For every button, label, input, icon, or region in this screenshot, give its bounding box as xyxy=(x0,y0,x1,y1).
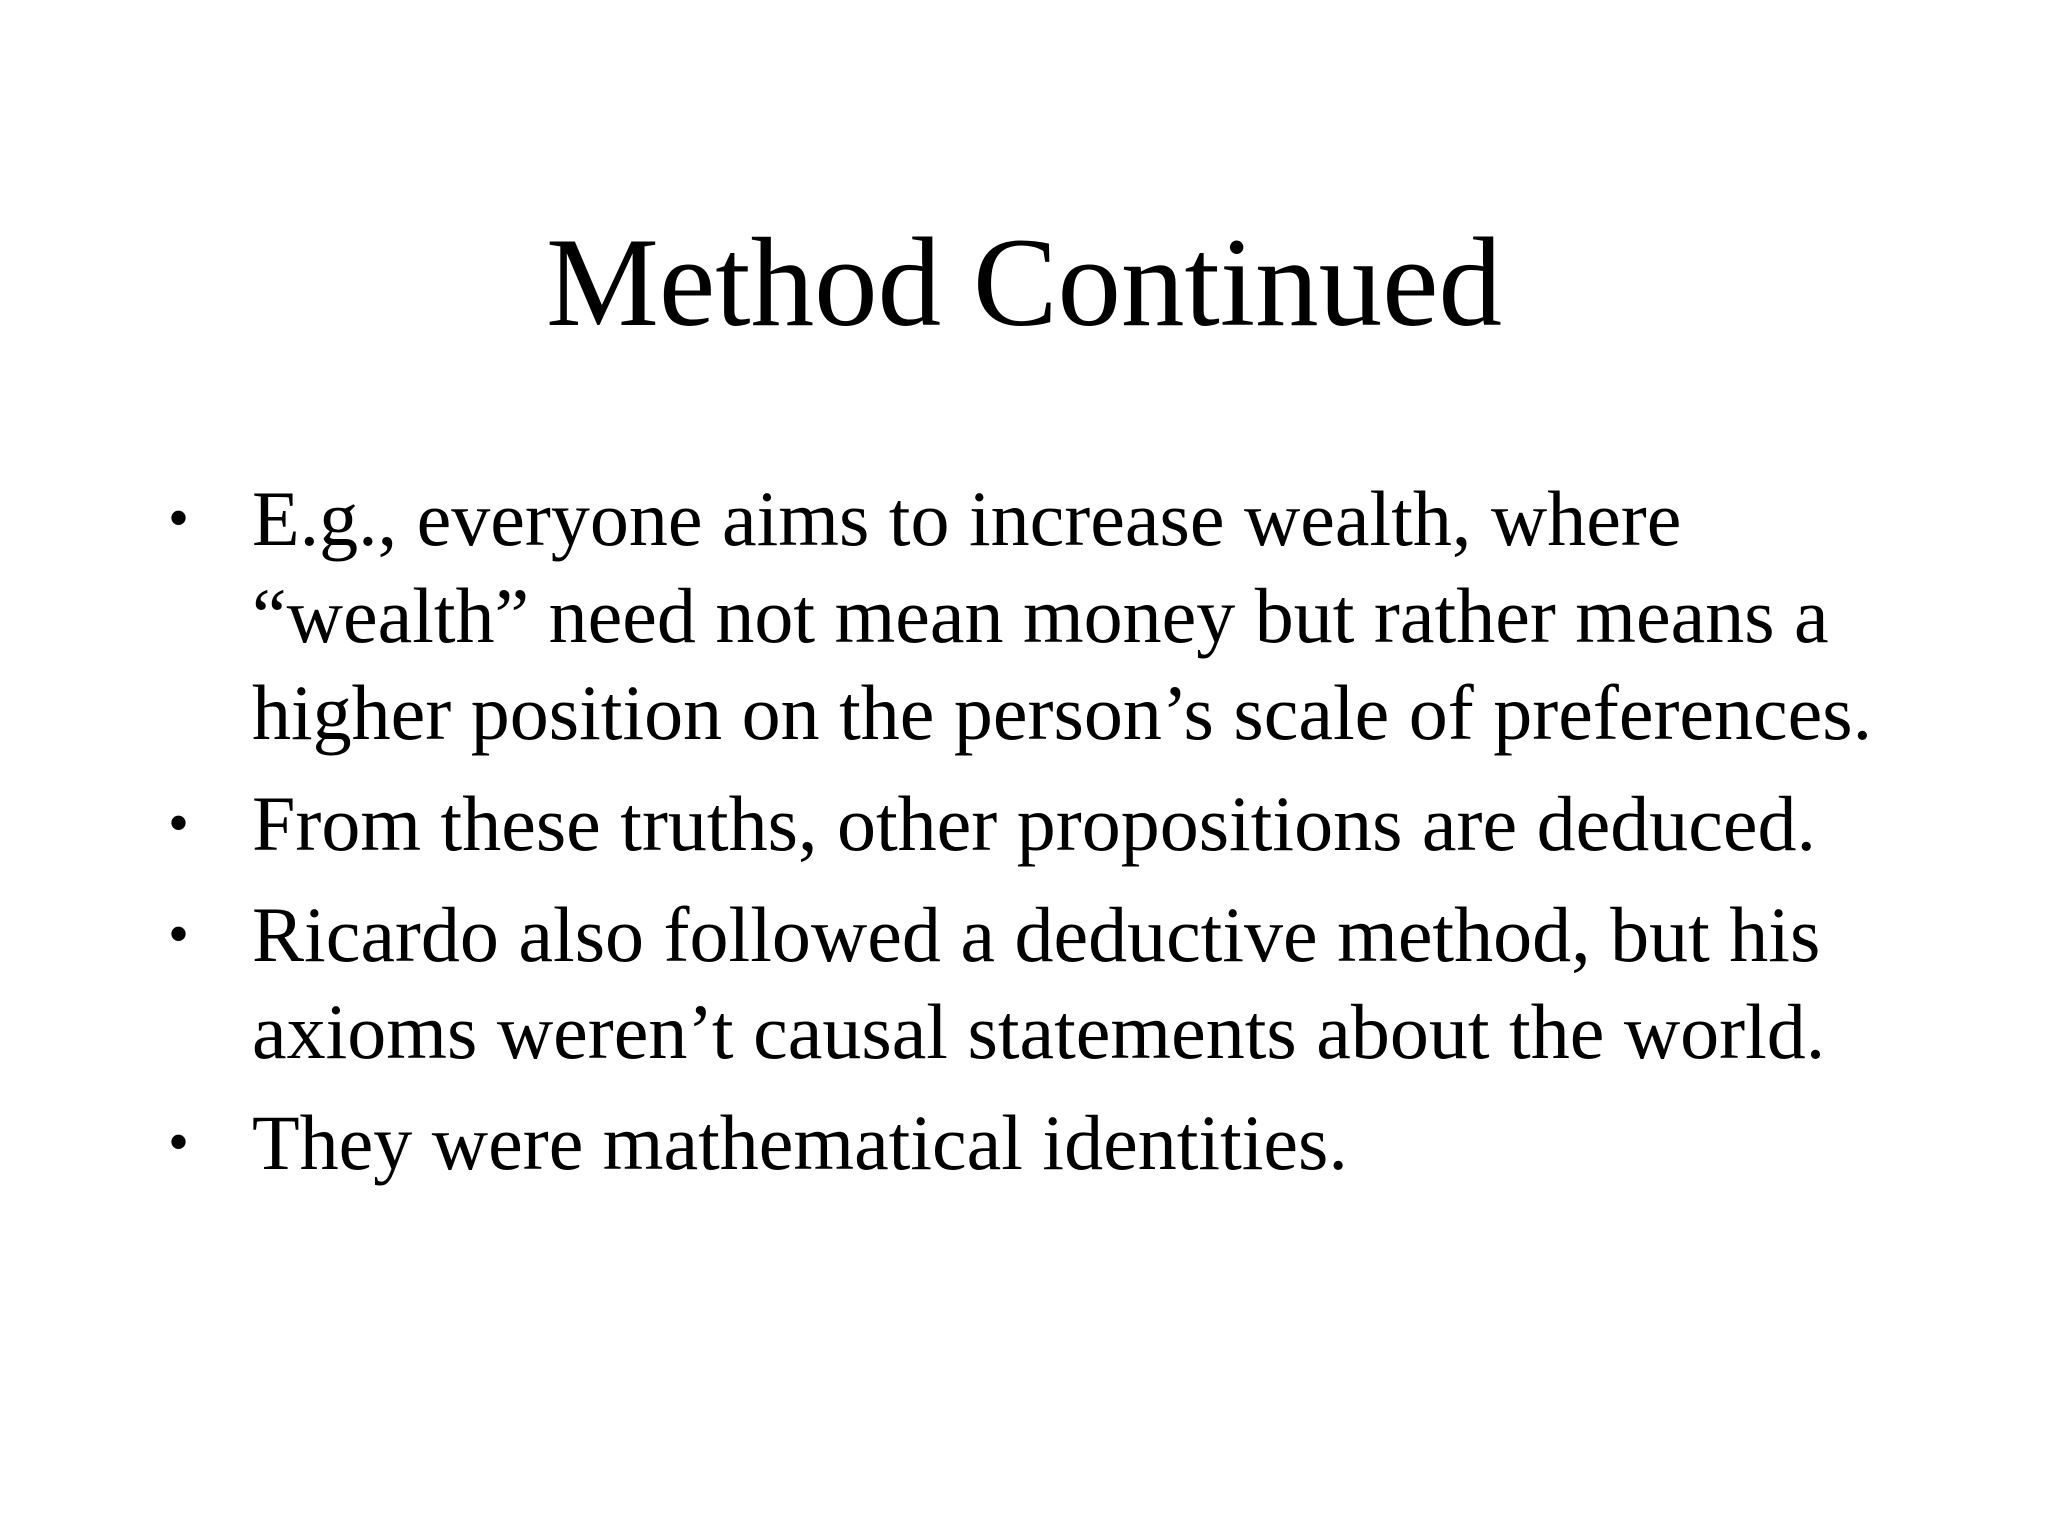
slide-title: Method Continued xyxy=(546,213,1502,353)
bullet-item xyxy=(168,470,1928,761)
bullet-point-icon: • xyxy=(168,1109,190,1175)
bullet-item xyxy=(168,775,1928,872)
bullet-point-icon: • xyxy=(168,485,190,551)
bullet-text: They were mathematical identities. xyxy=(252,1099,1348,1186)
bullet-text: From these truths, other propositions are deduced. xyxy=(252,780,1816,867)
bullet-item xyxy=(168,1094,1928,1191)
bullet-item xyxy=(168,886,1928,1080)
bullet-text: Ricardo also followed a deductive method, but his axioms weren’t causal statements about the world. xyxy=(252,891,1826,1075)
bullet-point-icon: • xyxy=(168,790,190,856)
bullet-point-icon: • xyxy=(168,901,190,967)
bullet-text: E.g., everyone aims to increase wealth, where “wealth” need not mean money but rather means a higher position on the person’s scale of preferences. xyxy=(252,475,1873,756)
bullet-list xyxy=(168,470,1928,1205)
